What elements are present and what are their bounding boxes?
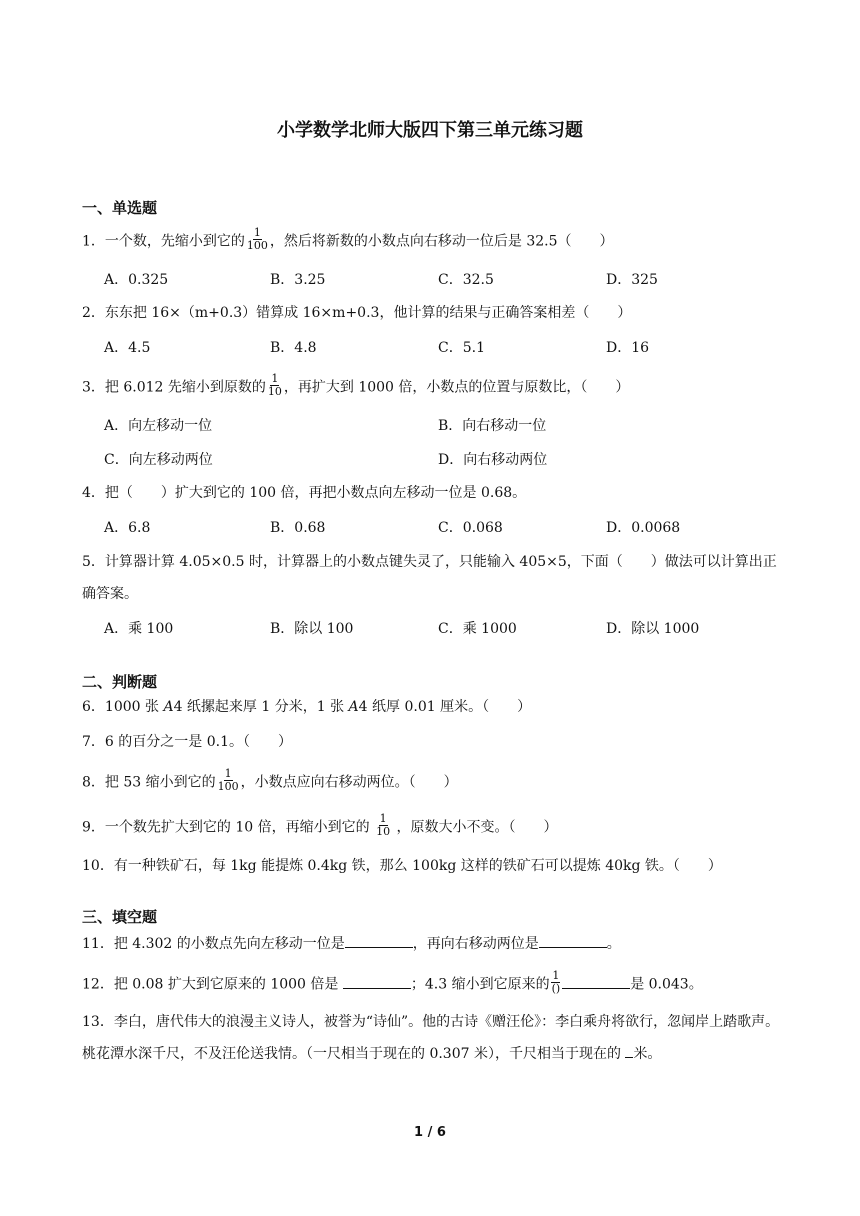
answer-blank bbox=[345, 933, 413, 948]
q5-option-a: A．乘 100 bbox=[104, 621, 174, 637]
fraction: $\frac{1}{()}$ bbox=[551, 969, 561, 995]
q4-option-b: B．0.68 bbox=[270, 520, 326, 536]
q1-option-b: B．3.25 bbox=[270, 272, 326, 288]
fraction: $\frac{1}{10}$ bbox=[267, 372, 282, 398]
answer-blank bbox=[539, 933, 607, 948]
question-11: 11．把 4.302 的小数点先向左移动一位是 ，再向右移动两位是 。 bbox=[82, 933, 621, 954]
q2-option-d: D．16 bbox=[606, 340, 650, 356]
section-heading-fill-blank: 三、填空题 bbox=[82, 908, 158, 926]
q2-option-a: A．4.5 bbox=[104, 340, 151, 356]
fraction: $\frac{1}{10}$ bbox=[376, 812, 391, 838]
page-number: 1 / 6 bbox=[414, 1125, 446, 1140]
q4-option-a: A．6.8 bbox=[104, 520, 151, 536]
q1-option-c: C．32.5 bbox=[438, 272, 494, 288]
q5-option-c: C．乘 1000 bbox=[438, 621, 517, 637]
answer-blank bbox=[343, 974, 411, 989]
q2-option-b: B．4.8 bbox=[270, 340, 317, 356]
page-title: 小学数学北师大版四下第三单元练习题 bbox=[277, 120, 583, 141]
question-3: 3．把 6.012 先缩小到原数的 $\frac{1}{10}$ ，再扩大到 1000 倍，小数点的位置与原数比，（ ） bbox=[82, 372, 630, 398]
answer-blank bbox=[562, 974, 630, 989]
section-heading-single-choice: 一、单选题 bbox=[82, 199, 158, 217]
q2-option-c: C．5.1 bbox=[438, 340, 485, 356]
q5-option-d: D．除以 1000 bbox=[606, 621, 700, 637]
question-6: 6．1000 张 A4 纸摞起来厚 1 分米，1 张 A4 纸厚 0.01 厘米。（ ） bbox=[82, 699, 532, 715]
fraction: $\frac{1}{100}$ bbox=[217, 767, 239, 793]
q5-option-b: B．除以 100 bbox=[270, 621, 354, 637]
question-5: 5．计算器计算 4.05×0.5 时，计算器上的小数点键失灵了，只能输入 405×5，下面（ ）做法可以计算出正确答案。 bbox=[82, 554, 777, 602]
q3-option-a: A．向左移动一位 bbox=[104, 418, 213, 434]
q4-option-d: D．0.0068 bbox=[606, 520, 681, 536]
question-8: 8．把 53 缩小到它的 $\frac{1}{100}$ ，小数点应向右移动两位。（ ） bbox=[82, 767, 458, 793]
q3-option-b: B．向右移动一位 bbox=[438, 418, 547, 434]
question-13: 13．李白，唐代伟大的浪漫主义诗人，被誉为“诗仙”。他的古诗《赠汪伦》：李白乘舟将欲行，忽闻岸上踏歌声。桃花潭水深千尺，不及汪伦送我情。（一尺相当于现在的 0.307 米），千尺相当于现在的 米。 bbox=[82, 1014, 780, 1062]
q1-option-d: D．325 bbox=[606, 272, 658, 288]
q3-option-c: C．向左移动两位 bbox=[104, 452, 213, 468]
question-12: 12．把 0.08 扩大到它原来的 1000 倍是 ；4.3 缩小到它原来的 $\frac{1}{()}$ 是 0.043。 bbox=[82, 969, 703, 995]
fraction: $\frac{1}{100}$ bbox=[246, 226, 268, 252]
q4-option-c: C．0.068 bbox=[438, 520, 503, 536]
question-7: 7．6 的百分之一是 0.1。（ ） bbox=[82, 734, 292, 750]
question-2: 2．东东把 16×（m+0.3）错算成 16×m+0.3，他计算的结果与正确答案相差（ ） bbox=[82, 305, 632, 321]
question-10: 10．有一种铁矿石，每 1kg 能提炼 0.4kg 铁，那么 100kg 这样的铁矿石可以提炼 40kg 铁。（ ） bbox=[82, 858, 722, 874]
question-9: 9．一个数先扩大到它的 10 倍，再缩小到它的 $\frac{1}{10}$ ，原数大小不变。（ ） bbox=[82, 812, 558, 838]
q3-option-d: D．向右移动两位 bbox=[438, 452, 548, 468]
question-1: 1．一个数，先缩小到它的 $\frac{1}{100}$ ，然后将新数的小数点向右移动一位后是 32.5（ ） bbox=[82, 226, 614, 252]
section-heading-true-false: 二、判断题 bbox=[82, 673, 158, 691]
q1-option-a: A．0.325 bbox=[104, 272, 169, 288]
question-4: 4．把（ ）扩大到它的 100 倍，再把小数点向左移动一位是 0.68。 bbox=[82, 485, 527, 501]
